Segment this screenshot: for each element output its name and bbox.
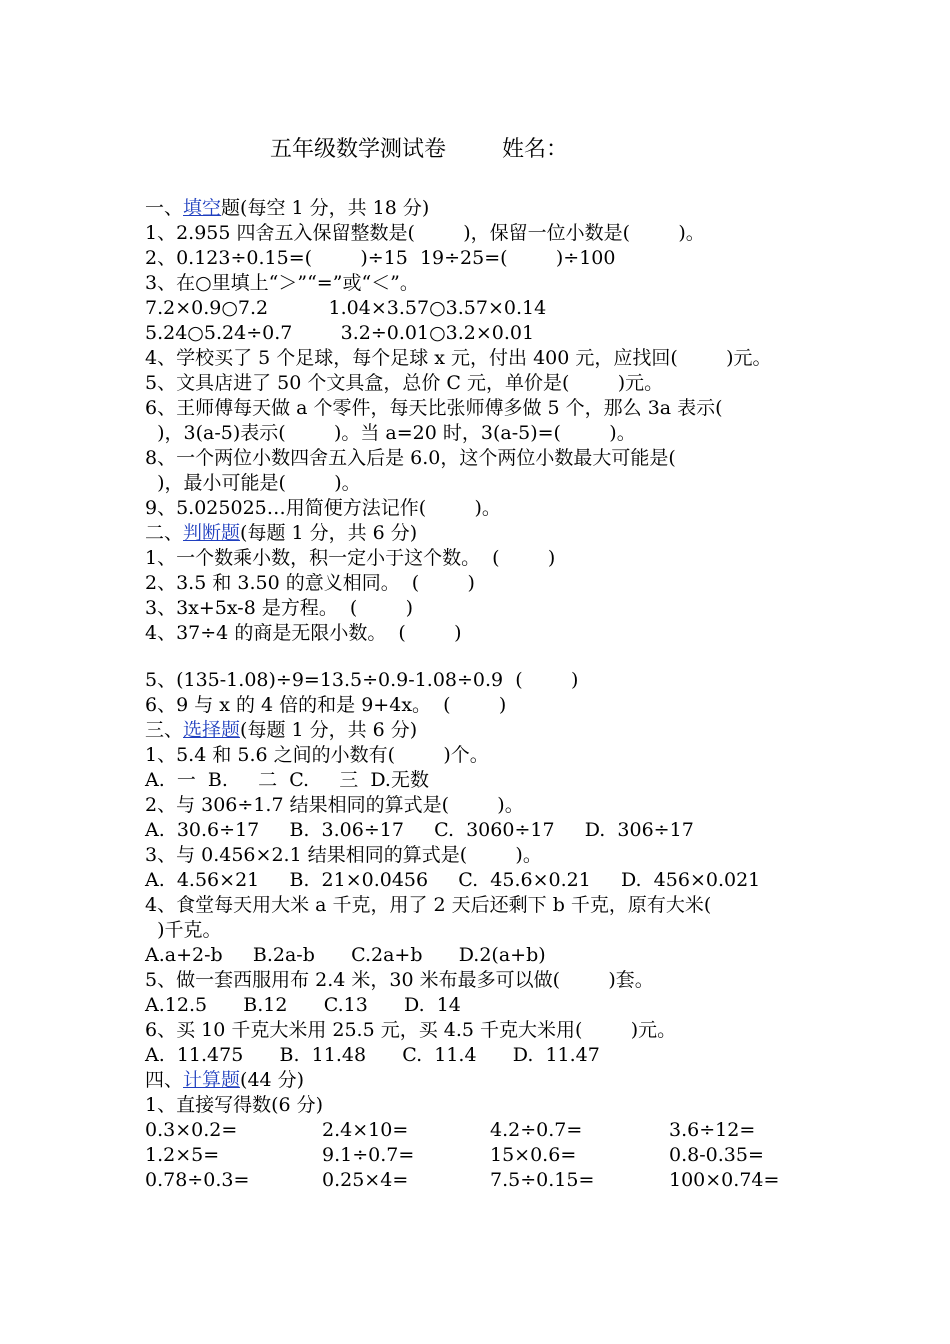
student-name-label: 姓名： [501,137,568,162]
answer-options: A. 4.56×21 B. 21×0.0456 C. 45.6×0.21 D. 456×0.021 [145,869,761,891]
question-line: 4、食堂每天用大米 a 千克，用了 2 天后还剩下 b 千克，原有大米( [145,894,712,916]
question-line: 2、与 306÷1.7 结果相同的算式是( )。 [145,794,524,816]
section-link-multiple-choice[interactable]: 选择题 [183,719,241,741]
calc-item: 3.6÷12= [669,1119,756,1141]
question-line: 9、5.025025…用简便方法记作( )。 [145,497,501,519]
section-heading-fill-blank [145,196,429,221]
section-link-calculation[interactable]: 计算题 [183,1069,241,1091]
section-note: 题(每空 1 分，共 18 分) [221,197,430,219]
calc-item: 9.1÷0.7= [322,1144,415,1166]
question-line: 6、9 与 x 的 4 倍的和是 9+4x。 ( ) [145,694,507,716]
question-line: 3、与 0.456×2.1 结果相同的算式是( )。 [145,844,542,866]
question-line: 8、一个两位小数四舍五入后是 6.0，这个两位小数最大可能是( [145,447,676,469]
section-number: 四、 [145,1069,184,1091]
calc-item: 4.2÷0.7= [490,1119,583,1141]
question-line: 6、王师傅每天做 a 个零件，每天比张师傅多做 5 个，那么 3a 表示( [145,397,723,419]
answer-options: A. 11.475 B. 11.48 C. 11.4 D. 11.47 [145,1044,600,1066]
section-number: 二、 [145,522,184,544]
question-line: 6、买 10 千克大米用 25.5 元，买 4.5 千克大米用( )元。 [145,1019,677,1041]
exam-title [270,135,568,165]
calc-item: 15×0.6= [490,1144,577,1166]
answer-options: A. 一 B. 二 C. 三 D.无数 [145,769,429,791]
section-number: 一、 [145,197,184,219]
section-heading-calculation [145,1068,304,1093]
question-line: 5、做一套西服用布 2.4 米，30 米布最多可以做( )套。 [145,969,654,991]
calc-item: 1.2×5= [145,1144,220,1166]
answer-options: A. 30.6÷17 B. 3.06÷17 C. 3060÷17 D. 306÷17 [145,819,694,841]
question-line: 5、文具店进了 50 个文具盒，总价 C 元，单价是( )元。 [145,372,664,394]
question-line: 2、0.123÷0.15=( )÷15 19÷25=( )÷100 [145,247,616,269]
section-link-fill-blank[interactable]: 填空 [183,197,222,219]
calc-item: 0.78÷0.3= [145,1169,250,1191]
calc-item: 0.8-0.35= [669,1144,764,1166]
question-line: )，3(a-5)表示( )。当 a=20 时，3(a-5)=( )。 [145,422,636,444]
question-line: 1、5.4 和 5.6 之间的小数有( )个。 [145,744,489,766]
question-line: 4、学校买了 5 个足球，每个足球 x 元，付出 400 元，应找回( )元。 [145,347,772,369]
question-line: 3、在○里填上“＞”“=”或“＜”。 [145,272,419,294]
answer-options: A.a+2-b B.2a-b C.2a+b D.2(a+b) [145,944,546,966]
section-note: (每题 1 分，共 6 分) [240,522,418,544]
section-heading-multiple-choice [145,718,417,743]
calc-item: 100×0.74= [669,1169,780,1191]
question-line: 5、(135-1.08)÷9=13.5÷0.9-1.08÷0.9 ( ) [145,669,579,691]
calc-item: 0.25×4= [322,1169,409,1191]
question-line: 2、3.5 和 3.50 的意义相同。 ( ) [145,572,475,594]
question-line: )千克。 [145,919,222,941]
calc-item: 7.5÷0.15= [490,1169,595,1191]
section-note: (每题 1 分，共 6 分) [240,719,418,741]
question-line: )，最小可能是( )。 [145,472,361,494]
section-note: (44 分) [240,1069,305,1091]
calc-item: 2.4×10= [322,1119,409,1141]
exam-title-text: 五年级数学测试卷 [270,137,447,162]
question-line: 5.24○5.24÷0.7 3.2÷0.01○3.2×0.01 [145,322,535,344]
answer-options: A.12.5 B.12 C.13 D. 14 [145,994,461,1016]
question-line: 1、2.955 四舍五入保留整数是( )，保留一位小数是( )。 [145,222,705,244]
section-heading-true-false [145,521,417,546]
question-line: 1、直接写得数(6 分) [145,1094,324,1116]
section-link-true-false[interactable]: 判断题 [183,522,241,544]
question-line: 4、37÷4 的商是无限小数。 ( ) [145,622,462,644]
section-number: 三、 [145,719,184,741]
question-line: 1、一个数乘小数，积一定小于这个数。 ( ) [145,547,556,569]
question-line: 3、3x+5x-8 是方程。 ( ) [145,597,414,619]
calc-item: 0.3×0.2= [145,1119,238,1141]
question-line: 7.2×0.9○7.2 1.04×3.57○3.57×0.14 [145,297,547,319]
